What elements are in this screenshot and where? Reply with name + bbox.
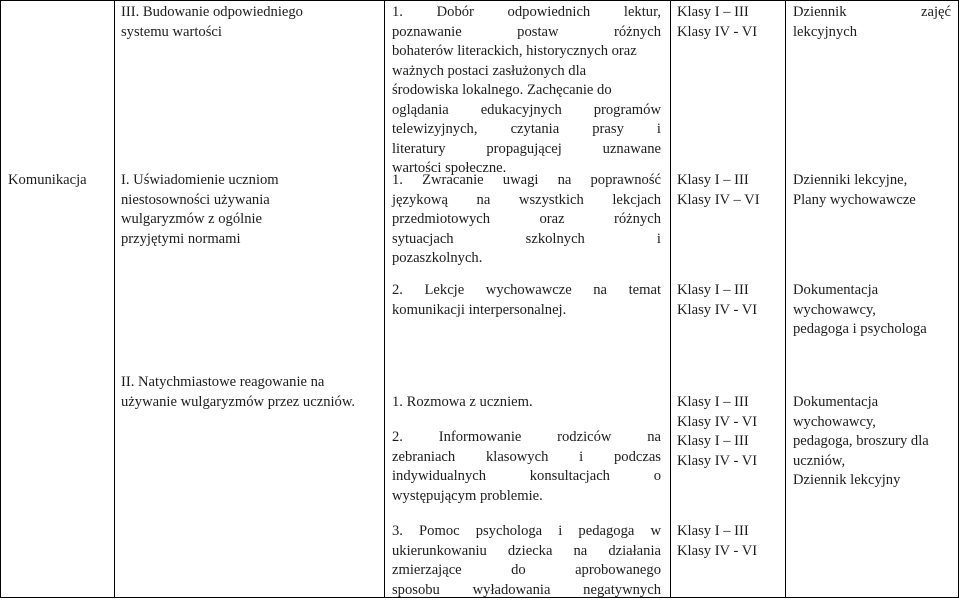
task-rozmowa-z-uczniem: 1. Rozmowa z uczniem. (392, 393, 661, 413)
documentation-line-last: lekcyjnych (793, 23, 951, 43)
task-text (392, 42, 637, 101)
task-line-last: komunikacji interpersonalnej. (392, 301, 661, 321)
table-border-right (958, 0, 959, 598)
goal-natychmiastowe-reagowanie: II. Natychmiastowe reagowanie na używanie wulgaryzmów przez uczniów. (121, 373, 361, 412)
documentation-cell (793, 281, 953, 340)
task-line: ukierunkowaniu dziecka na działania (392, 542, 661, 562)
documentation-line: uczniów, (793, 452, 953, 472)
documentation-line: pedagoga, broszury dla (793, 432, 953, 452)
documentation-line: Plany wychowawcze (793, 191, 953, 211)
classes-line: Klasy I – III (677, 281, 782, 301)
task-line: 1. Zwracanie uwagi na poprawność (392, 171, 661, 191)
classes-cell (677, 393, 782, 471)
task-line: sposobu wyładowania negatywnych (392, 581, 661, 600)
documentation-cell (793, 171, 953, 210)
classes-line: Klasy I – III (677, 171, 782, 191)
task-text-part: bohaterów literackich, historycznych oraz ważnych postaci zasłużonych dla środowiska lokalnego. (392, 43, 637, 98)
classes-line: Klasy IV - VI (677, 23, 782, 43)
task-zwracanie-uwagi (392, 171, 661, 269)
classes-cell (677, 3, 782, 42)
task-line: literatury propagującej uznawane (392, 140, 661, 160)
classes-line: Klasy IV – VI (677, 191, 782, 211)
task-line: przedmiotowych oraz różnych (392, 210, 661, 230)
task-text-part: Zachęcanie do (527, 82, 612, 98)
documentation-line: Dziennik zajęć (793, 3, 951, 23)
task-lekcje-wychowawcze (392, 281, 661, 320)
table-border-top (0, 0, 959, 1)
documentation-line: wychowawcy, (793, 413, 953, 433)
classes-line: Klasy I – III (677, 3, 782, 23)
task-line: sytuacjach szkolnych i (392, 230, 661, 250)
task-line: zmierzające do aprobowanego (392, 561, 661, 581)
task-line-last: wartości społeczne. (392, 159, 661, 179)
classes-line: Klasy IV - VI (677, 542, 782, 562)
documentation-line: wychowawcy, (793, 301, 953, 321)
task-line-last: występującym problemie. (392, 487, 661, 507)
table-column-divider (785, 0, 786, 598)
task-line: 2. Informowanie rodziców na (392, 428, 661, 448)
documentation-line: Dokumentacja (793, 393, 953, 413)
goal-budowanie-systemu-wartosci: III. Budowanie odpowiedniego systemu wartości (121, 3, 311, 42)
task-line: oglądania edukacyjnych programów (392, 101, 661, 121)
task-line: językową na wszystkich lekcjach (392, 191, 661, 211)
classes-cell (677, 281, 782, 320)
classes-line: Klasy IV - VI (677, 452, 782, 472)
classes-line: Klasy I – III (677, 522, 782, 542)
documentation-cell (793, 393, 953, 491)
classes-line: Klasy IV - VI (677, 301, 782, 321)
table-column-divider (384, 0, 385, 598)
table-column-divider (670, 0, 671, 598)
documentation-line: Dzienniki lekcyjne, (793, 171, 953, 191)
task-line: telewizyjnych, czytania prasy i (392, 120, 661, 140)
table-border-left (0, 0, 1, 598)
documentation-line: Dziennik lekcyjny (793, 471, 953, 491)
documentation-line: Dokumentacja (793, 281, 953, 301)
classes-line: Klasy IV - VI (677, 413, 782, 433)
task-dobor-lektur (392, 3, 661, 179)
task-line: zebraniach klasowych i podczas (392, 448, 661, 468)
classes-line: Klasy I – III (677, 432, 782, 452)
task-pomoc-psychologa (392, 522, 661, 600)
task-line: 3. Pomoc psychologa i pedagoga w (392, 522, 661, 542)
task-line: poznawanie postaw różnych (392, 23, 661, 43)
task-informowanie-rodzicow (392, 428, 661, 506)
goal-uswiadomienie-niestosownosci: I. Uświadomienie uczniom niestosowności używania wulgaryzmów z ogólnie przyjętymi normami (121, 171, 321, 249)
documentation-line: pedagoga i psychologa (793, 320, 953, 340)
task-line: indywidualnych konsultacjach o (392, 467, 661, 487)
documentation-cell (793, 3, 951, 42)
task-line: 1. Dobór odpowiednich lektur, (392, 3, 661, 23)
area-label-komunikacja: Komunikacja (8, 171, 112, 191)
table-column-divider (114, 0, 115, 598)
classes-cell (677, 522, 782, 561)
classes-line: Klasy I – III (677, 393, 782, 413)
task-line: 2. Lekcje wychowawcze na temat (392, 281, 661, 301)
classes-cell (677, 171, 782, 210)
task-line-last: pozaszkolnych. (392, 249, 661, 269)
